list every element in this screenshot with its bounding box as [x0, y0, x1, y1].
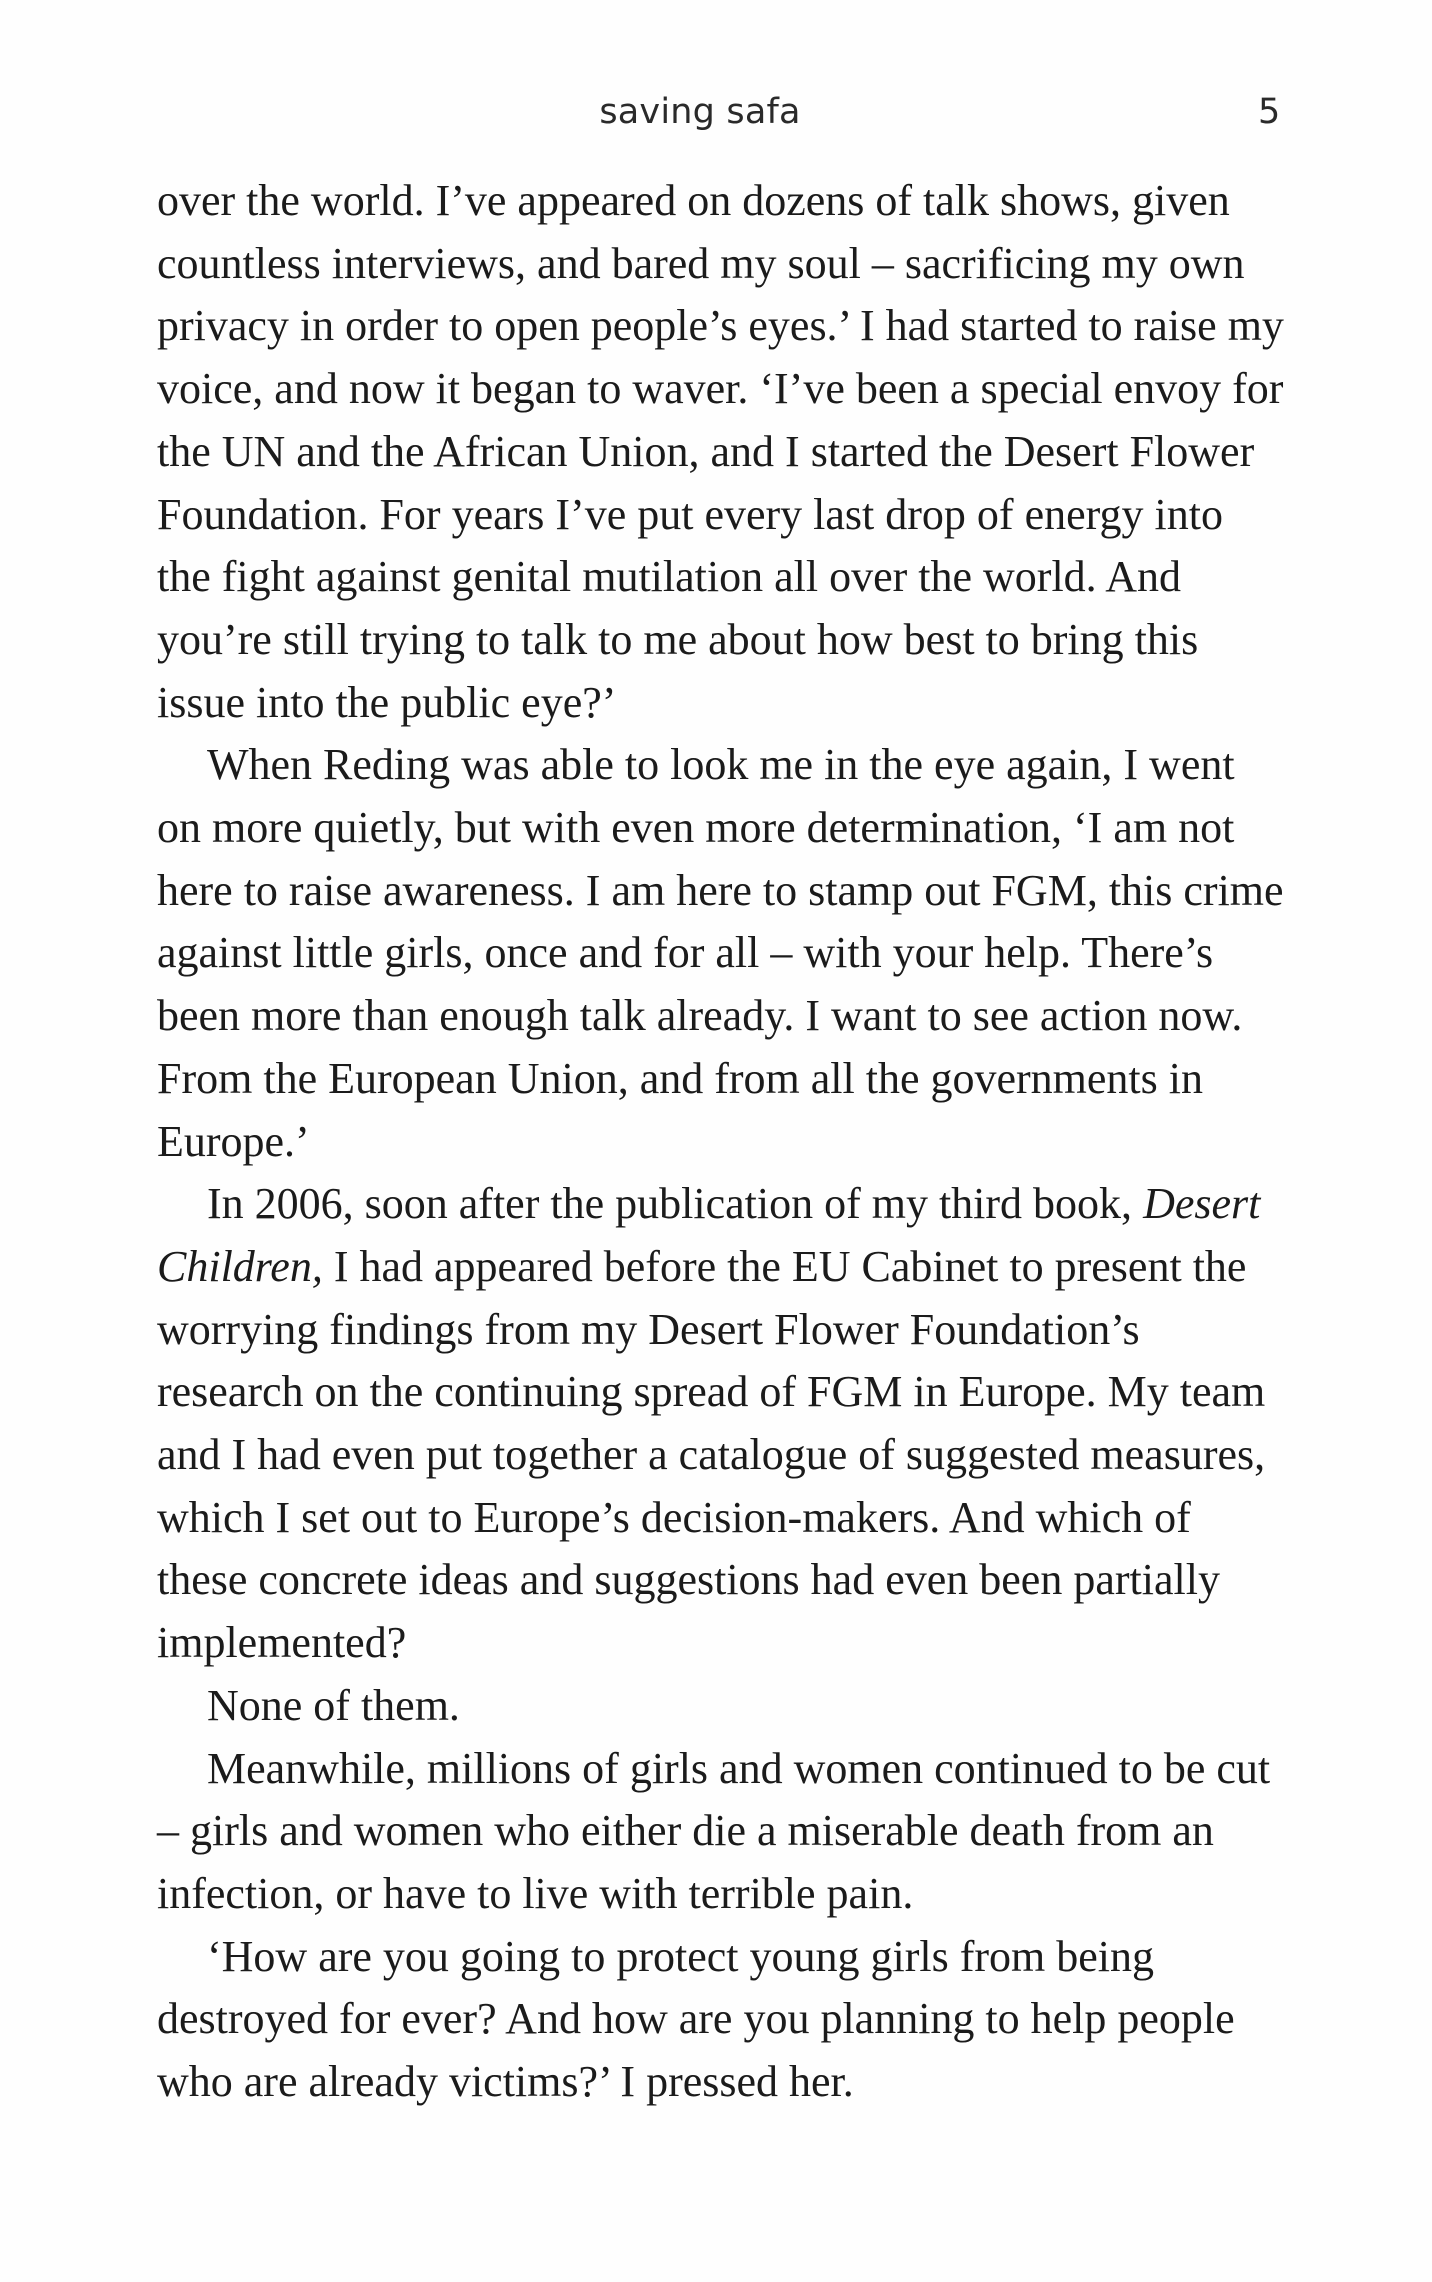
- book-title-desert-children: Desert Children,: [157, 1179, 1261, 1291]
- paragraph-1: over the world. I’ve appeared on dozens of talk shows, given countless interviews, and bared my soul – sacrificing my own privacy in order to open people’s eyes.’ I had started to raise my voice, and now it began to waver. ‘I’ve been a special envoy for the UN and the African Union, and I started the Desert Flower Foundation. For years I’ve put every last drop of energy into the fight against genital mutilation all over the world. And you’re still trying to talk to me about how best to bring this issue into the public eye?’: [157, 176, 1284, 727]
- page-number: 5: [1258, 92, 1281, 132]
- running-title: saving safa: [599, 92, 801, 132]
- paragraph-5: Meanwhile, millions of girls and women continued to be cut – girls and women who either die a miserable death from an infection, or have to live with terrible pain.: [157, 1743, 1271, 1918]
- paragraph-2: When Reding was able to look me in the eye again, I went on more quietly, but with even more determination, ‘I am not here to raise awareness. I am here to stamp out FGM, this crime against little girls, once and for all – with your help. There’s been more than enough talk already. I want to see action now. From the European Union, and from all the governments in Europe.’: [157, 740, 1284, 1166]
- running-head: [0, 92, 1432, 152]
- paragraph-3: [157, 1173, 1287, 1675]
- paragraph-3-lead: In 2006, soon after the publication of my third book,: [207, 1179, 1144, 1229]
- paragraph-3-rest: I had appeared before the EU Cabinet to present the worrying findings from my Desert Flower Foundation’s research on the continuing spread of FGM in Europe. My team and I had even put together a catalogue of suggested measures, which I set out to Europe’s decision-makers. And which of these concrete ideas and suggestions had even been partially implemented?: [157, 1241, 1266, 1668]
- body-text: [157, 170, 1287, 2114]
- paragraph-6: ‘How are you going to protect young girls from being destroyed for ever? And how are you planning to help people who are already victims?’ I pressed her.: [157, 1931, 1235, 2107]
- paragraph-4: None of them.: [207, 1680, 460, 1730]
